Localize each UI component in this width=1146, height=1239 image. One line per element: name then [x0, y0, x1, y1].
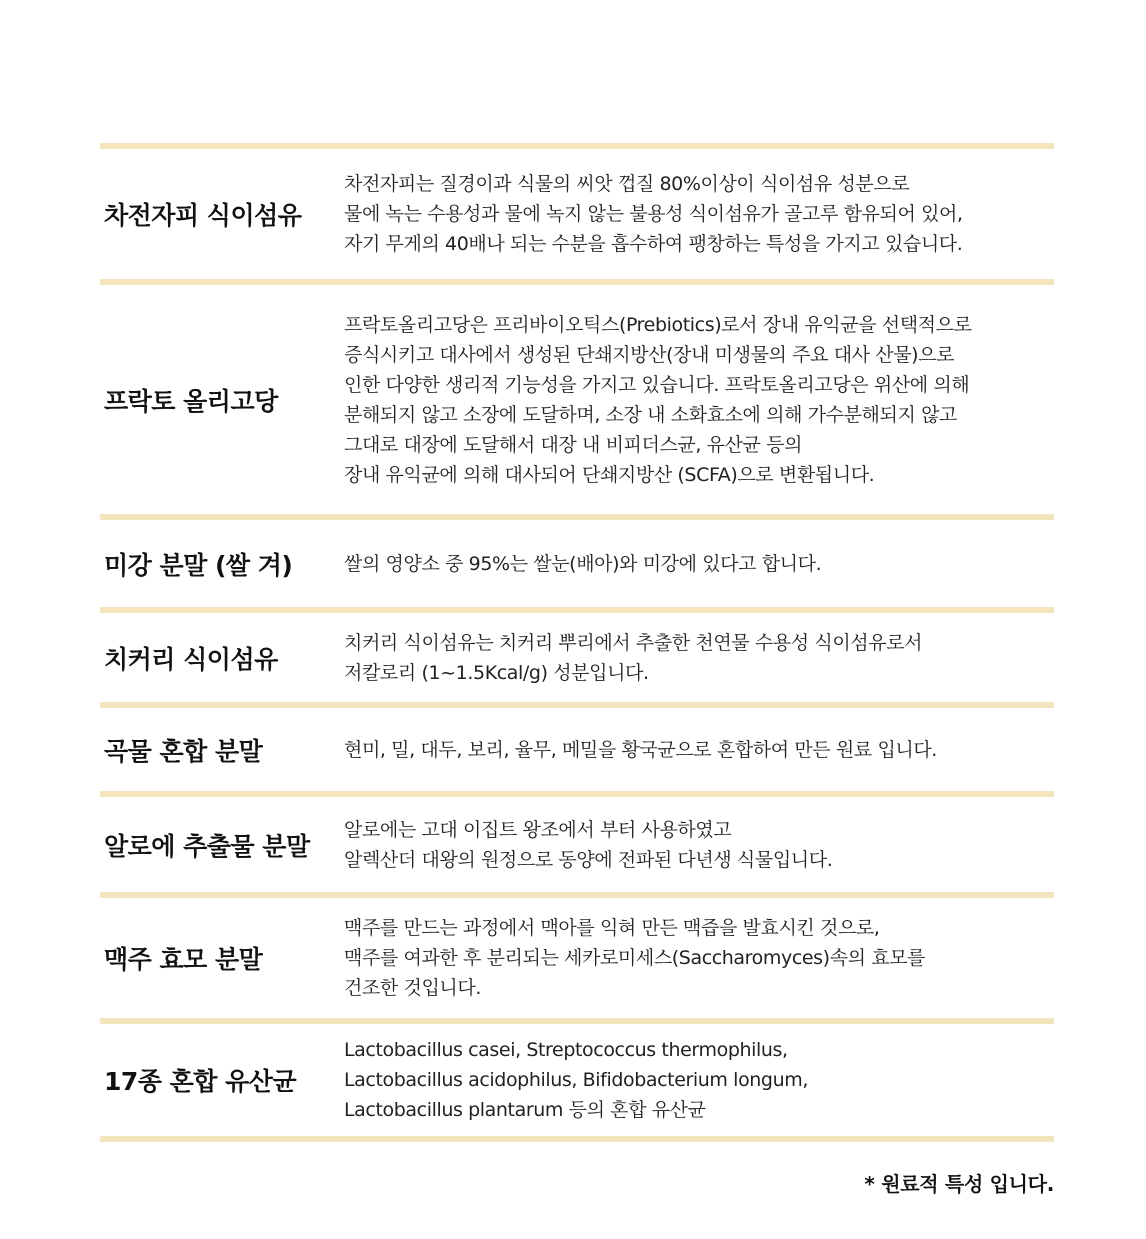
ingredient-description [344, 628, 1054, 688]
description-line: 물에 녹는 수용성과 물에 녹지 않는 불용성 식이섬유가 골고루 함유되어 있어, [344, 203, 963, 225]
footnote: * 원료적 특성 입니다. [864, 1172, 1054, 1196]
ingredient-description [344, 815, 1054, 875]
ingredient-name: 치커리 식이섬유 [104, 644, 278, 674]
ingredient-row [100, 520, 1054, 607]
ingredient-name: 차전자피 식이섬유 [104, 201, 302, 230]
ingredient-name: 알로에 추출물 분말 [104, 831, 310, 861]
ingredient-row [100, 1024, 1054, 1136]
description-line: 맥주를 여과한 후 분리되는 세카로미세스(Saccharomyces)속의 효모를 [344, 947, 926, 969]
description-line: 차전자피는 질경이과 식물의 씨앗 껍질 80%이상이 식이섬유 성분으로 [344, 173, 910, 195]
divider [100, 1136, 1054, 1142]
description-line: 분해되지 않고 소장에 도달하며, 소장 내 소화효소에 의해 가수분해되지 않고 [344, 403, 957, 426]
ingredient-description [344, 735, 1054, 765]
description-line: 맥주를 만드는 과정에서 맥아를 익혀 만든 맥즙을 발효시킨 것으로, [344, 917, 880, 939]
ingredient-row [100, 797, 1054, 892]
ingredient-row [100, 898, 1054, 1018]
ingredient-name: 프락토 올리고당 [104, 386, 278, 416]
ingredient-row [100, 285, 1054, 514]
ingredient-name: 곡물 혼합 분말 [104, 736, 263, 766]
ingredient-table [100, 143, 1054, 1142]
description-line: Lactobacillus plantarum 등의 혼합 유산균 [344, 1099, 706, 1121]
description-line: 현미, 밀, 대두, 보리, 율무, 메밀을 황국균으로 혼합하여 만든 원료 입니다. [344, 738, 937, 761]
description-line: 그대로 대장에 도달해서 대장 내 비피더스균, 유산균 등의 [344, 433, 803, 456]
description-line: 알로에는 고대 이집트 왕조에서 부터 사용하였고 [344, 818, 732, 841]
ingredient-name: 맥주 효모 분말 [104, 945, 263, 974]
ingredient-row [100, 613, 1054, 702]
ingredient-row [100, 149, 1054, 279]
description-line: Lactobacillus casei, Streptococcus thermophilus, [344, 1039, 788, 1061]
description-line: 증식시키고 대사에서 생성된 단쇄지방산(장내 미생물의 주요 대사 산물)으로 [344, 343, 955, 366]
description-line: 장내 유익균에 의해 대사되어 단쇄지방산 (SCFA)으로 변환됩니다. [344, 463, 875, 486]
description-line: 자기 무게의 40배나 되는 수분을 흡수하여 팽창하는 특성을 가지고 있습니다. [344, 233, 963, 255]
ingredient-description [344, 169, 1054, 259]
ingredient-description [344, 1035, 1054, 1125]
description-line: 저칼로리 (1~1.5Kcal/g) 성분입니다. [344, 661, 649, 684]
description-line: 인한 다양한 생리적 기능성을 가지고 있습니다. 프락토올리고당은 위산에 의해 [344, 373, 970, 396]
description-line: 알렉산더 대왕의 원정으로 동양에 전파된 다년생 식물입니다. [344, 848, 833, 871]
ingredient-description [344, 913, 1054, 1003]
description-line: 건조한 것입니다. [344, 977, 481, 999]
ingredient-description [344, 310, 1054, 490]
description-line: 프락토올리고당은 프리바이오틱스(Prebiotics)로서 장내 유익균을 선택적으로 [344, 313, 972, 336]
ingredient-description [344, 549, 1054, 579]
description-line: 쌀의 영양소 중 95%는 쌀눈(배아)와 미강에 있다고 합니다. [344, 552, 822, 575]
ingredient-name: 미강 분말 (쌀 겨) [104, 550, 293, 580]
ingredient-name: 17종 혼합 유산균 [104, 1067, 297, 1096]
description-line: Lactobacillus acidophilus, Bifidobacterium longum, [344, 1069, 808, 1091]
description-line: 치커리 식이섬유는 치커리 뿌리에서 추출한 천연물 수용성 식이섬유로서 [344, 631, 923, 654]
ingredient-row [100, 708, 1054, 791]
